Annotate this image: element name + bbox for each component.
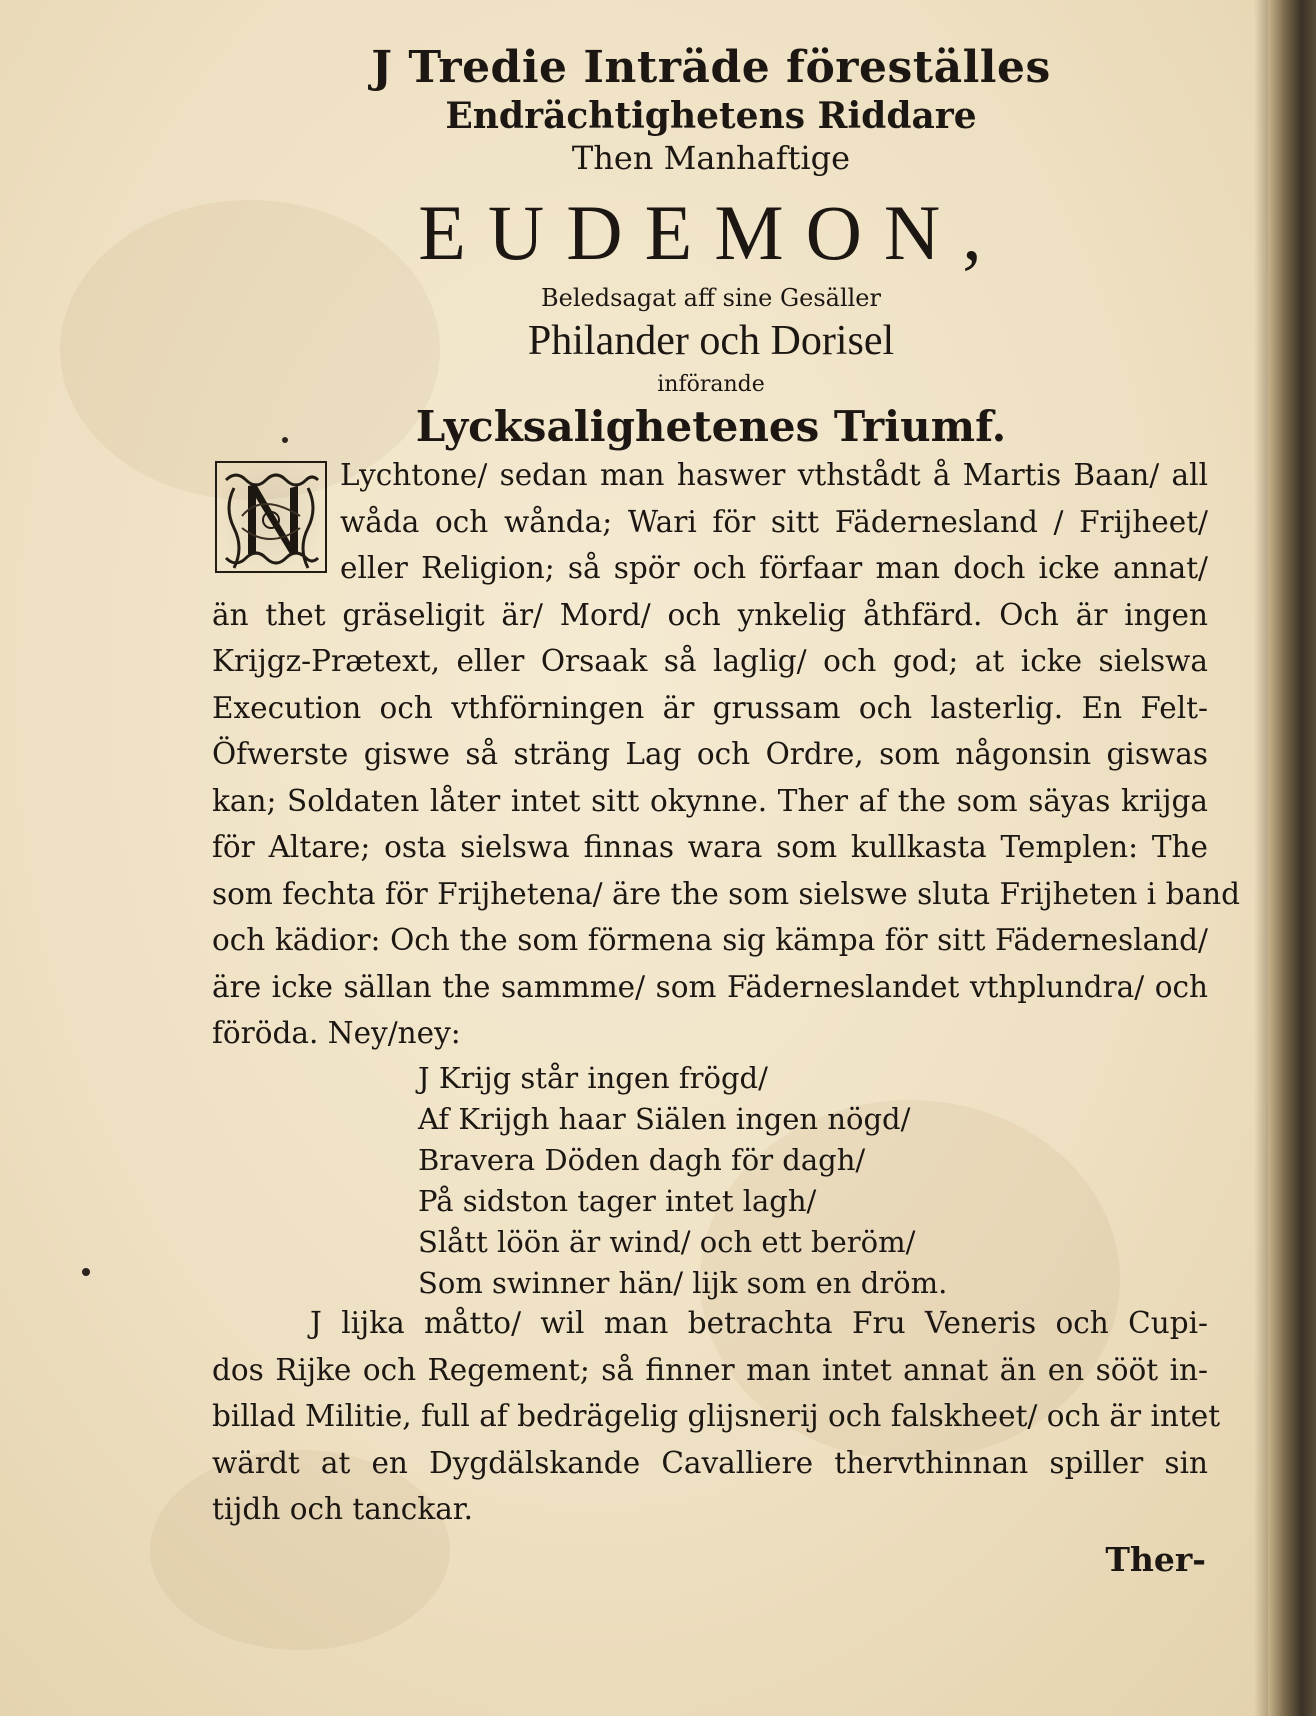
book-gutter: [1268, 0, 1316, 1716]
paragraph-1-line: eller Religion; så spör och förfaar man doch icke annat/: [340, 551, 1208, 585]
heading-line-3: Then Manhaftige: [571, 139, 851, 177]
verse-line: J Krijg står ingen frögd/: [418, 1061, 768, 1095]
gutter-shadow: [1254, 0, 1268, 1716]
paragraph-1-line: Execution och vthförningen är grussam och lasterlig. En Felt-: [212, 690, 1208, 725]
heading-line-7: införande: [657, 372, 765, 397]
heading-title: EUDEMON,: [418, 189, 1004, 276]
verse-line: På sidston tager intet lagh/: [418, 1184, 817, 1218]
verse-line: Bravera Döden dagh för dagh/: [418, 1143, 866, 1177]
paragraph-1-line: och kädior: Och the som förmena sig kämpa för sitt Fädernesland/: [212, 923, 1208, 957]
paragraph-2-line: wärdt at en Dygdälskande Cavalliere thervthinnan spiller sin: [212, 1445, 1208, 1480]
paragraph-1: [212, 452, 1240, 1057]
paragraph-1-line: som fechta för Frijhetena/ äre the som sielswe sluta Frijheten i band: [212, 876, 1240, 911]
paragraph-1-line: Öfwerste giswe så sträng Lag och Ordre, som någonsin giswas: [212, 737, 1208, 771]
heading-line-6: Philander och Dorisel: [527, 318, 895, 364]
paragraph-1-line: för Altare; osta sielswa finnas wara som kullkasta Templen: The: [212, 830, 1208, 864]
paragraph-2-line: tijdh och tanckar.: [212, 1492, 474, 1526]
paragraph-1-line: äre icke sällan the sammme/ som Fäderneslandet vthplundra/ och: [212, 969, 1208, 1004]
paragraph-2: [212, 1300, 1221, 1533]
heading-line-8: Lycksalighetenes Triumf.: [415, 402, 1007, 451]
verse-block: [418, 1058, 947, 1304]
paragraph-1-line: föröda. Ney/ney:: [212, 1016, 461, 1050]
paragraph-2-line: J lijka måtto/ wil man betrachta Fru Veneris och Cupi-: [310, 1306, 1208, 1340]
heading-line-1: J Tredie Inträde föreställes: [371, 42, 1051, 93]
paragraph-1-line: Krijgz-Prætext, eller Orsaak så laglig/ och god; at icke sielswa: [212, 644, 1208, 678]
heading-block: [212, 40, 1210, 451]
paragraph-1-line: än thet gräseligit är/ Mord/ och ynkelig åthfärd. Och är ingen: [212, 597, 1208, 632]
verse-line: Slått löön är wind/ och ett beröm/: [418, 1225, 916, 1259]
paragraph-2-line: billad Militie, full af bedrägelig glijsnerij och falskheet/ och är intet: [212, 1399, 1221, 1433]
verse-line: Af Krijgh haar Siälen ingen nögd/: [418, 1102, 911, 1136]
verse-line: Som swinner hän/ lijk som en dröm.: [418, 1266, 948, 1300]
catchword: Ther-: [1105, 1540, 1206, 1579]
heading-line-2: Endrächtighetens Riddare: [445, 95, 977, 137]
paragraph-1-line: wåda och wånda; Wari för sitt Fädernesland / Frijheet/: [340, 504, 1208, 539]
paragraph-1-line: kan; Soldaten låter intet sitt okynne. Ther af the som säyas krijga: [212, 783, 1208, 818]
paragraph-2-line: dos Rijke och Regement; så finner man intet annat än en sööt in-: [212, 1352, 1208, 1387]
heading-line-5: Beledsagat aff sine Gesäller: [541, 284, 881, 312]
ink-dot: [82, 1268, 90, 1276]
paragraph-1-line: Lychtone/ sedan man haswer vthstådt å Martis Baan/ all: [340, 458, 1208, 492]
